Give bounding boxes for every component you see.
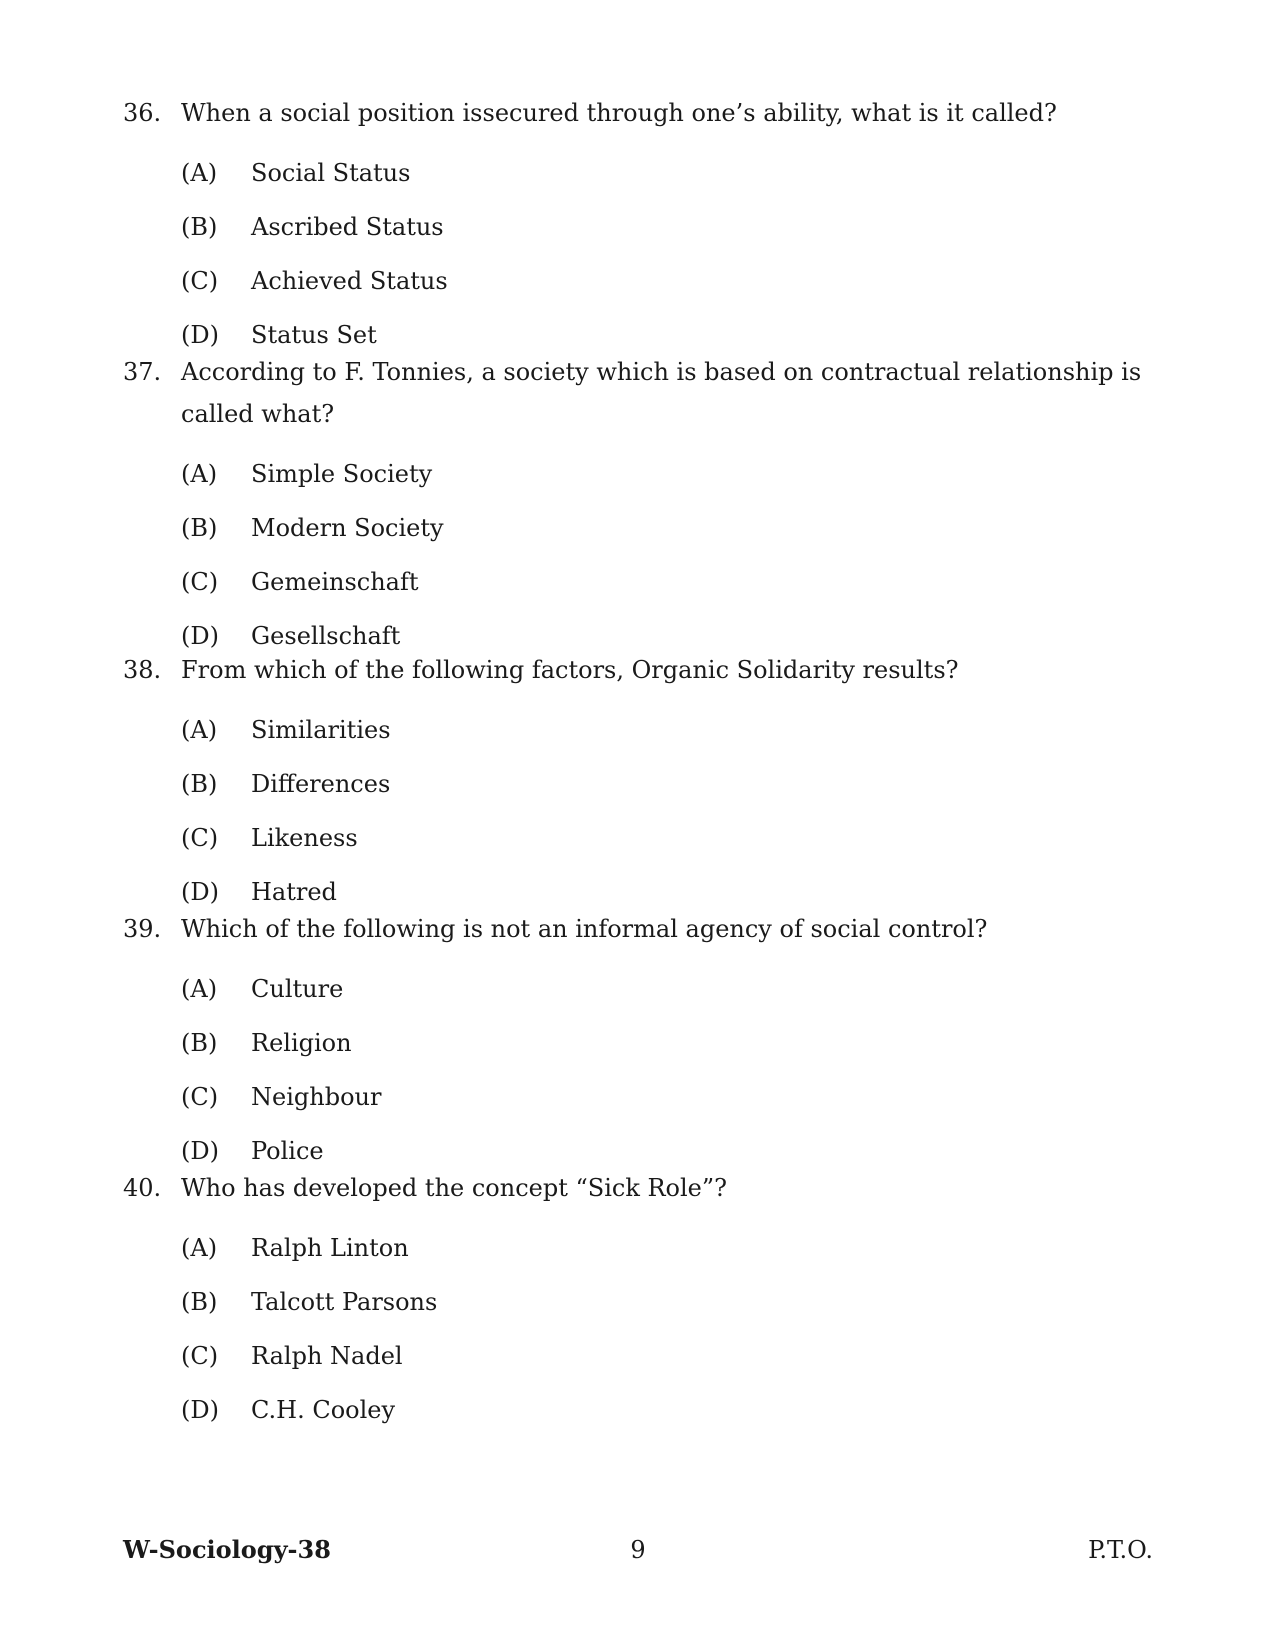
option-label: (B) [181,514,218,542]
option-a [123,715,1163,745]
question-number: 39. [123,915,162,943]
option-b [123,513,1163,543]
question-stem [123,351,1163,435]
option-label: (B) [181,1288,218,1316]
option-text: Similarities [251,716,391,744]
option-text: Achieved Status [251,267,448,295]
option-label: (D) [181,1137,219,1165]
question-text: When a social position issecured through one’s ability, what is it called? [181,99,1057,127]
question-text: According to F. Tonnies, a society which is based on contractual relationship is called what? [181,358,1142,428]
option-text: Religion [251,1029,352,1057]
question-number: 40. [123,1174,162,1202]
option-a [123,459,1163,489]
option-text: Ralph Nadel [251,1342,403,1370]
option-text: Police [251,1137,324,1165]
option-label: (C) [181,824,219,852]
option-text: Hatred [251,878,337,906]
option-b [123,212,1163,242]
option-label: (A) [181,716,218,744]
option-b [123,1028,1163,1058]
option-text: Simple Society [251,460,433,488]
option-c [123,1082,1163,1112]
paper-code: W-Sociology-38 [123,1535,331,1564]
option-text: Culture [251,975,344,1003]
question-number: 36. [123,99,162,127]
option-d [123,621,1163,651]
option-label: (D) [181,878,219,906]
option-label: (C) [181,1342,219,1370]
question-stem [123,908,1163,950]
option-text: Status Set [251,321,377,349]
option-text: Likeness [251,824,358,852]
question-stem [123,1167,1163,1209]
option-label: (A) [181,460,218,488]
option-b [123,1287,1163,1317]
option-label: (B) [181,1029,218,1057]
option-a [123,974,1163,1004]
option-label: (C) [181,1083,219,1111]
question-38 [123,649,1163,907]
option-text: Ralph Linton [251,1234,409,1262]
option-text: Gemeinschaft [251,568,419,596]
question-37 [123,351,1163,651]
page-footer [123,1533,1153,1567]
option-label: (D) [181,321,219,349]
option-a [123,158,1163,188]
option-label: (A) [181,159,218,187]
option-label: (B) [181,770,218,798]
option-a [123,1233,1163,1263]
pto-label: P.T.O. [1088,1536,1153,1564]
question-36 [123,92,1163,350]
option-label: (B) [181,213,218,241]
question-39 [123,908,1163,1166]
option-text: Talcott Parsons [251,1288,438,1316]
option-label: (A) [181,975,218,1003]
option-label: (D) [181,1396,219,1424]
option-text: Differences [251,770,391,798]
question-text: Who has developed the concept “Sick Role”? [181,1174,728,1202]
option-c [123,1341,1163,1371]
option-text: Neighbour [251,1083,382,1111]
option-d [123,1395,1163,1425]
option-d [123,1136,1163,1166]
question-number: 38. [123,656,162,684]
option-text: Modern Society [251,514,444,542]
option-text: Social Status [251,159,411,187]
question-number: 37. [123,358,162,386]
option-text: Gesellschaft [251,622,401,650]
question-text: From which of the following factors, Organic Solidarity results? [181,656,959,684]
option-d [123,877,1163,907]
option-c [123,823,1163,853]
question-stem [123,92,1163,134]
question-40 [123,1167,1163,1425]
option-label: (A) [181,1234,218,1262]
question-text: Which of the following is not an informal agency of social control? [181,915,988,943]
question-stem [123,649,1163,691]
option-text: Ascribed Status [251,213,444,241]
option-label: (D) [181,622,219,650]
option-d [123,320,1163,350]
option-b [123,769,1163,799]
option-c [123,266,1163,296]
option-label: (C) [181,568,219,596]
option-c [123,567,1163,597]
page-number: 9 [630,1536,646,1564]
option-text: C.H. Cooley [251,1396,396,1424]
option-label: (C) [181,267,219,295]
